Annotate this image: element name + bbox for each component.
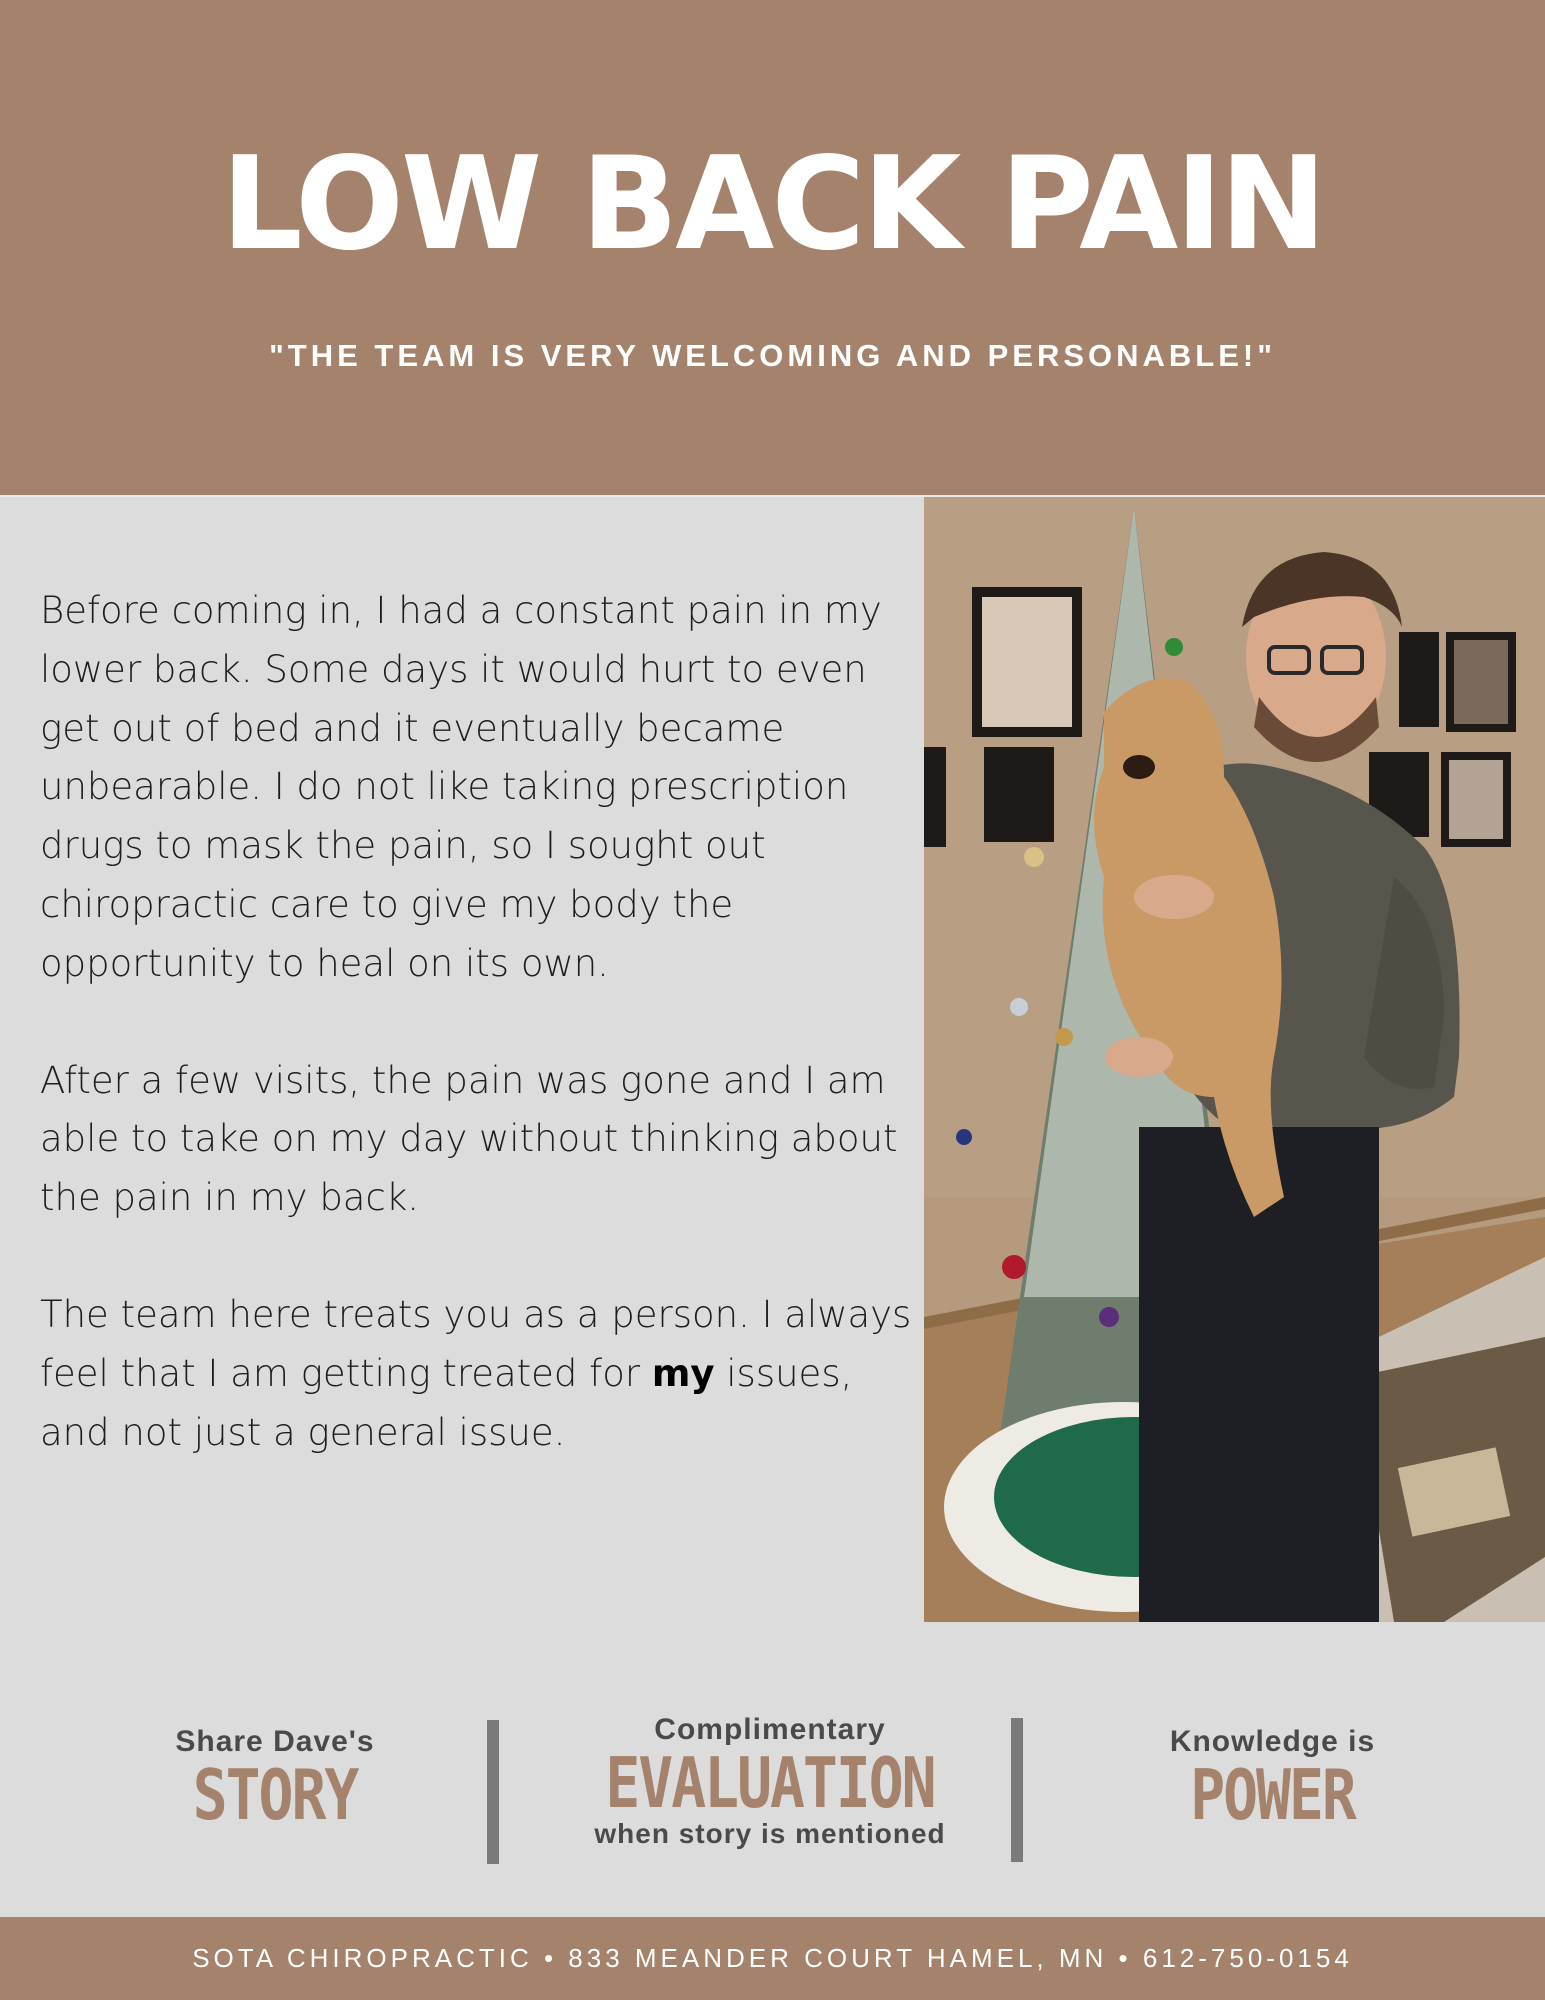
feature-evaluation	[560, 1712, 980, 1850]
story-paragraph-1: Before coming in, I had a constant pain in my lower back. Some days it would hurt to even get out of bed and it eventually became unbearable. I do not like taking prescription drugs to mask the pain, so I sought out chiropractic care to give my body the opportunity to heal on its own.	[40, 589, 882, 985]
page-title: LOW BACK PAIN	[221, 130, 1324, 279]
feature-power	[1130, 1724, 1415, 1836]
feature-story-headline: STORY	[192, 1754, 358, 1836]
patient-photo	[924, 497, 1545, 1622]
story-text: issues, and not just a general issue.	[40, 1351, 853, 1454]
story-text: The team here treats you as a person. I always feel that I am getting treated for	[40, 1292, 912, 1395]
feature-story	[150, 1724, 400, 1836]
emphasis-text: my	[651, 1351, 715, 1395]
feature-divider	[487, 1720, 499, 1864]
feature-evaluation-headline: EVALUATION	[605, 1742, 935, 1824]
contact-footer: SOTA CHIROPRACTIC • 833 MEANDER COURT HAMEL, MN • 612-750-0154	[0, 1917, 1545, 2000]
feature-evaluation-note: when story is mentioned	[594, 1818, 946, 1849]
feature-divider	[1011, 1718, 1023, 1862]
photo-illustration	[924, 497, 1545, 1622]
testimonial-quote: "THE TEAM IS VERY WELCOMING AND PERSONABLE!"	[269, 338, 1276, 373]
feature-strip	[0, 1700, 1545, 1870]
story-paragraph-2: After a few visits, the pain was gone and I am able to take on my day without thinking about the pain in my back.	[40, 1058, 898, 1220]
feature-power-headline: POWER	[1190, 1754, 1355, 1836]
testimonial-body	[40, 582, 920, 1520]
feature-power-label: Knowledge is	[1169, 1725, 1376, 1758]
feature-story-label: Share Dave's	[175, 1725, 375, 1758]
feature-evaluation-label: Complimentary	[654, 1713, 886, 1746]
header-banner	[0, 0, 1545, 495]
story-paragraph-3	[40, 1286, 920, 1462]
